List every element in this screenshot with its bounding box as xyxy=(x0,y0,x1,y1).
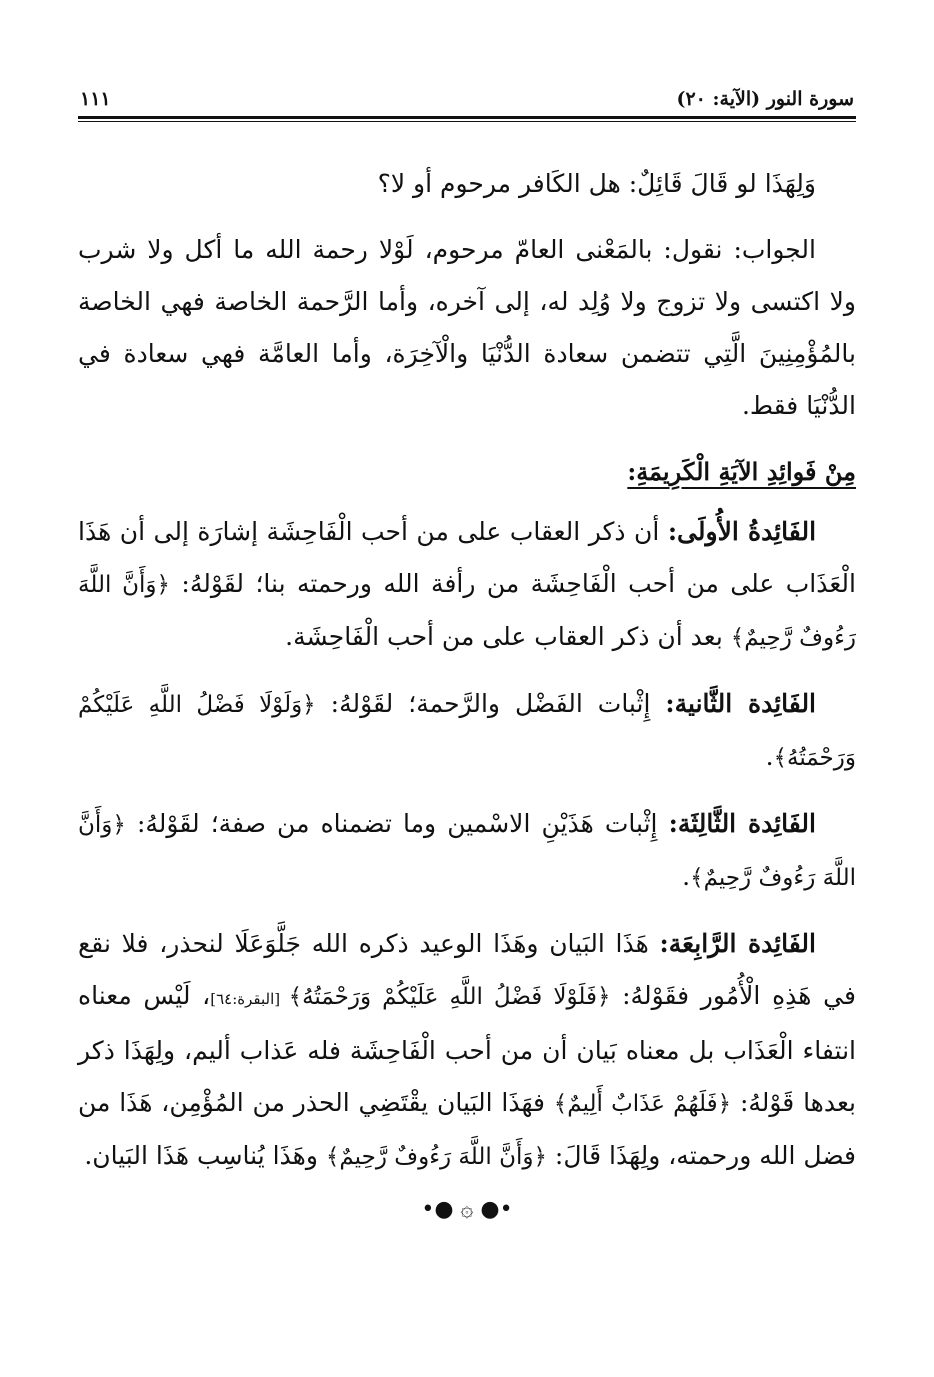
benefit-1-label: الفَائِدةُ الأُولَى: xyxy=(667,517,817,546)
benefit-2-label: الفَائِدة الثَّانية: xyxy=(665,689,817,718)
benefit-3-tail: . xyxy=(682,862,691,891)
benefit-1-tail: بعد أن ذكر العقاب على من أحب الْفَاحِشَة. xyxy=(285,622,731,651)
benefit-4-text-3: فهَذَا البَيان يقْتَضِي الحذر من المُؤْمِن، هَذَا من فضل الله ورحمته، ولِهَذَا قَالَ: xyxy=(78,1088,856,1170)
benefit-2-text: إِثْبات الفَضْل والرَّحمة؛ لقَوْلهُ: xyxy=(315,689,666,718)
benefit-4-paragraph xyxy=(78,918,856,1183)
header-rule-thin xyxy=(78,121,856,122)
benefit-4-quran-1: ﴿فَلَوْلَا فَضْلُ اللَّهِ عَلَيْكُمْ وَرَحْمَتُهُ﴾ xyxy=(288,984,611,1010)
running-header xyxy=(78,88,856,116)
benefit-4-quran-2: ﴿فَلَهُمْ عَذَابٌ أَلِيمٌ﴾ xyxy=(553,1091,732,1117)
benefits-heading: مِنْ فَوائِدِ الآيَةِ الْكَرِيمَةِ: xyxy=(627,457,856,486)
benefit-4-quran-3: ﴿وَأَنَّ اللَّهَ رَءُوفٌ رَّحِيمٌ﴾ xyxy=(325,1144,547,1170)
benefit-4-text-4: وهَذَا يُناسِب هَذَا البَيان. xyxy=(84,1141,326,1170)
page-number: ١١١ xyxy=(80,88,111,110)
benefit-3-label: الفَائِدة الثَّالِثَة: xyxy=(668,809,816,838)
benefit-4-label: الفَائِدة الرَّابِعَة: xyxy=(659,929,816,958)
page-body xyxy=(78,158,856,1222)
benefit-4-reference: [البقرة:٦٤] xyxy=(210,990,289,1008)
header-rule-thick xyxy=(78,116,856,119)
benefit-2-tail: . xyxy=(765,742,774,771)
benefit-3-paragraph xyxy=(78,798,856,904)
benefit-1-quran: ﴿وَأَنَّ اللَّهَ رَءُوفٌ رَّحِيمٌ﴾ xyxy=(78,572,856,651)
question-paragraph: وَلِهَذَا لو قَالَ قَائِلٌ: هل الكَافر مرحوم أو لا؟ xyxy=(377,169,816,198)
benefit-3-text: إِثْبات هَذَيْنِ الاسْمين وما تضمناه من صفة؛ لقَوْلهُ: xyxy=(125,809,669,838)
benefit-4-text-2: ، لَيْس معناه انتفاء الْعَذَاب بل معناه بَيان أن من أحب الْفَاحِشَة فله عَذاب أليم، ولِهَذَا ذكر بعدها قَوْلهُ: xyxy=(78,981,857,1117)
answer-paragraph: الجواب: نقول: بالمَعْنى العامّ مرحوم، لَوْلا رحمة الله ما أكل ولا شرب ولا اكتسى ولا تزوج ولا وُلِد له، إلى آخره، وأما الرَّحمة الخاصة فهي الخاصة بالمُؤْمِنِينَ الَّتِي تتضمن سعادة الدُّنْيَا والْآخِرَة، وأما العامَّة فهي سعادة في الدُّنْيَا فقط. xyxy=(78,235,856,420)
end-ornament-icon: •● ۞ ●• xyxy=(421,1197,513,1222)
benefit-1-text: أن ذكر العقاب على من أحب الْفَاحِشَة إشارَة إلى أن هَذَا الْعَذَاب على من أحب الْفَاحِشَة من رأفة الله ورحمته بنا؛ لقَوْلهُ: xyxy=(78,517,856,598)
benefit-2-paragraph xyxy=(78,678,856,784)
benefit-1-paragraph xyxy=(78,506,856,664)
benefit-4-text-1: هَذَا البَيان وهَذَا الوعيد ذكره الله جَلَّوَعَلَا لنحذر، فلا نقع في هَذِهِ الْأُمُور فقَوْلهُ: xyxy=(78,929,856,1010)
benefit-3-quran: ﴿وَأَنَّ اللَّهَ رَءُوفٌ رَّحِيمٌ﴾ xyxy=(78,812,856,891)
benefit-2-quran: ﴿وَلَوْلَا فَضْلُ اللَّهِ عَلَيْكُمْ وَرَحْمَتُهُ﴾ xyxy=(78,692,856,771)
surah-title: سورة النور (الآية: ٢٠) xyxy=(676,88,854,110)
